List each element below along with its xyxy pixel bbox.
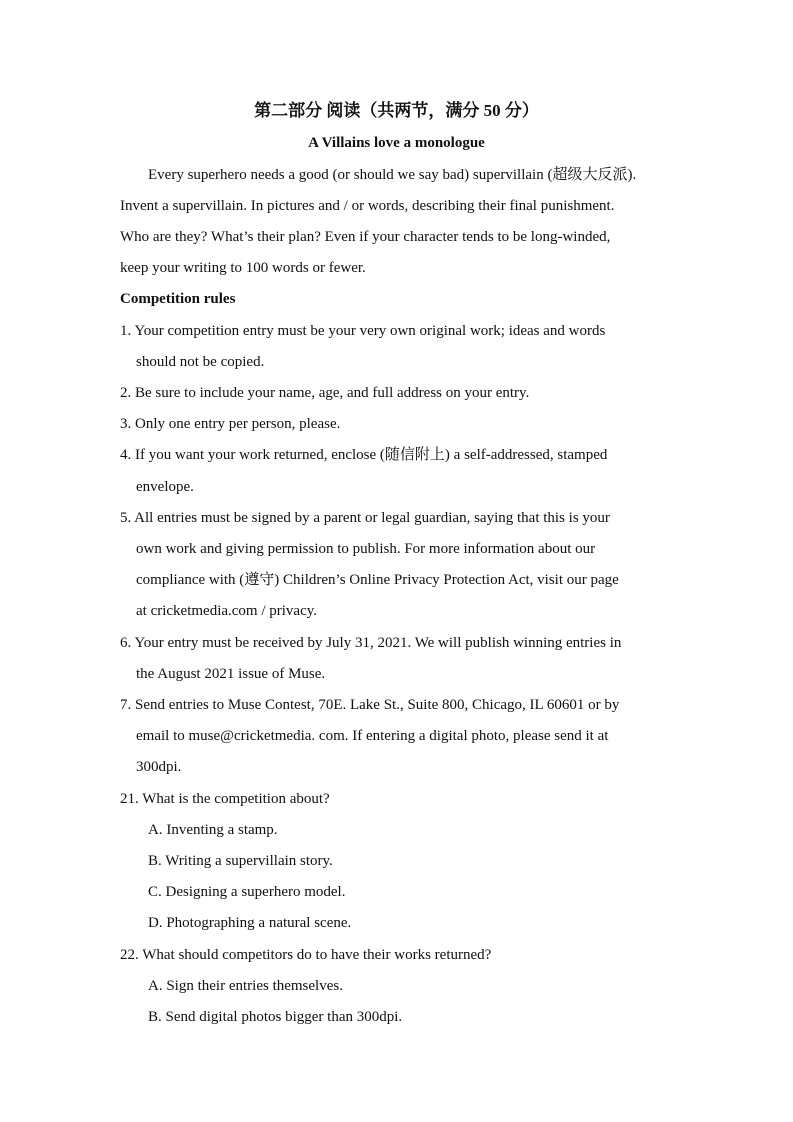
question-option: A. Inventing a stamp. [148, 822, 278, 838]
rule-1-line: 1. Your competition entry must be your very own original work; ideas and words [120, 323, 606, 339]
rule-6-line: 6. Your entry must be received by July 31, 2021. We will publish winning entries in [120, 635, 622, 651]
section-heading: 第二部分 阅读（共两节，满分 50 分） [254, 101, 539, 120]
rule-6-line: the August 2021 issue of Muse. [136, 666, 326, 682]
question-option: C. Designing a superhero model. [148, 884, 346, 900]
question-option: A. Sign their entries themselves. [148, 978, 343, 994]
intro-line: Every superhero needs a good (or should we say bad) supervillain (超级大反派). [148, 167, 637, 183]
rule-4-line: 4. If you want your work returned, enclose (随信附上) a self-addressed, stamped [120, 447, 608, 463]
question-stem: 22. What should competitors do to have their works returned? [120, 947, 492, 963]
intro-line: Invent a supervillain. In pictures and / or words, describing their final punishment. [120, 198, 615, 214]
rules-heading: Competition rules [120, 291, 236, 307]
rule-5-line: own work and giving permission to publish. For more information about our [136, 541, 596, 557]
question-option: B. Writing a supervillain story. [148, 853, 333, 869]
rule-7-line: 7. Send entries to Muse Contest, 70E. Lake St., Suite 800, Chicago, IL 60601 or by [120, 697, 620, 713]
rule-7-line: email to muse@cricketmedia. com. If entering a digital photo, please send it at [136, 728, 609, 744]
rule-7-line: 300dpi. [136, 759, 182, 775]
question-option: B. Send digital photos bigger than 300dpi. [148, 1009, 403, 1025]
rule-5-line: compliance with (遵守) Children’s Online Privacy Protection Act, visit our page [136, 572, 619, 588]
intro-line: keep your writing to 100 words or fewer. [120, 260, 366, 276]
rule-4-line: envelope. [136, 479, 194, 495]
question-stem: 21. What is the competition about? [120, 791, 330, 807]
question-option: D. Photographing a natural scene. [148, 915, 352, 931]
rule-1-line: should not be copied. [136, 354, 265, 370]
passage-title: A Villains love a monologue [308, 135, 485, 151]
intro-line: Who are they? What’s their plan? Even if your character tends to be long-winded, [120, 229, 611, 245]
rule-3-line: 3. Only one entry per person, please. [120, 416, 341, 432]
rule-5-line: 5. All entries must be signed by a parent or legal guardian, saying that this is your [120, 510, 610, 526]
rule-5-line: at cricketmedia.com / privacy. [136, 603, 318, 619]
rule-2-line: 2. Be sure to include your name, age, and full address on your entry. [120, 385, 530, 401]
